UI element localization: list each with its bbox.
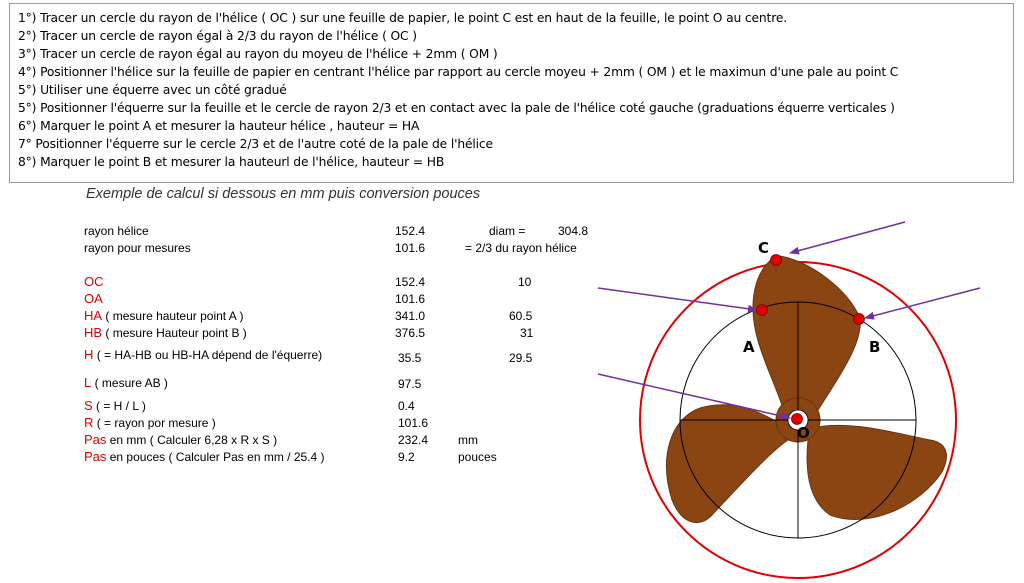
desc-pas-pouces: en pouces ( Calculer Pas en mm / 25.4 ) [106,450,325,464]
desc-s: ( = H / L ) [92,399,146,413]
value-l: 97.5 [398,377,422,391]
key-r: R [84,415,94,430]
label-diam: diam = [489,224,526,238]
instruction-7: 6°) Marquer le point A et mesurer la hauteur hélice , hauteur = HA [18,119,420,133]
key-h: H [84,347,94,362]
desc-l: ( mesure AB ) [91,376,168,390]
value-r: 101.6 [398,416,429,430]
key-oa: OA [84,291,103,306]
arrow-to-b [865,288,980,318]
value2-h: 29.5 [509,351,533,365]
label-b: B [869,338,881,356]
key-pas-pouces: Pas [84,449,107,464]
value-oa: 101.6 [395,292,426,306]
label-o: O [797,424,810,442]
label-c: C [758,239,770,257]
note-rayon-mesures: = 2/3 du rayon hélice [465,241,577,255]
key-ha: HA [84,308,103,323]
propeller [667,256,947,523]
value-pas-mm: 232.4 [398,433,429,447]
left-blade [667,405,788,523]
instruction-8: 7° Positionner l'équerre sur le cercle 2/3 et de l'autre coté de la pale de l'hélice [18,137,493,151]
value-oc: 152.4 [395,275,426,289]
arrow-to-a [598,288,757,310]
value-hb: 376.5 [395,326,426,340]
value-ha: 341.0 [395,309,426,323]
value2-hb: 31 [520,326,534,340]
value-h: 35.5 [398,351,422,365]
top-blade [753,256,860,410]
value-rayon-mesures: 101.6 [395,241,426,255]
key-oc: OC [84,274,104,289]
instruction-3: 3°) Tracer un cercle de rayon égal au rayon du moyeu de l'hélice + 2mm ( OM ) [18,47,498,61]
instruction-6: 5°) Positionner l'équerre sur la feuille et le cercle de rayon 2/3 et en contact avec la pale de l'hélice coté gauche (graduations équerre verticales ) [18,101,895,115]
desc-r: ( = rayon por mesure ) [93,416,216,430]
instruction-4: 4°) Positionner l'hélice sur la feuille de papier en centrant l'hélice par rapport au cercle moyeu + 2mm ( OM ) et le maximun d'une pale au point C [18,65,899,79]
key-l: L [84,375,92,390]
instruction-9: 8°) Marquer le point B et mesurer la hauteurl de l'hélice, hauteur = HB [18,155,445,169]
label-rayon-helice: rayon hélice [84,224,149,238]
key-hb: HB [84,325,103,340]
key-pas-mm: Pas [84,432,107,447]
unit-pas-mm: mm [458,433,478,447]
desc-pas-mm: en mm ( Calculer 6,28 x R x S ) [106,433,278,447]
key-s: S [84,398,93,413]
label-a: A [743,338,755,356]
value-pas-pouces: 9.2 [398,450,415,464]
unit-pas-pouces: pouces [458,450,497,464]
value-diam: 304.8 [558,224,589,238]
desc-h: ( = HA-HB ou HB-HA dépend de l'équerre) [93,348,323,362]
desc-hb: ( mesure Hauteur point B ) [102,326,247,340]
instruction-5: 5°) Utiliser une équerre avec un côté gradué [18,83,287,97]
arrow-to-c [790,222,905,253]
point-b [854,314,865,325]
value2-ha: 60.5 [509,309,533,323]
instruction-2: 2°) Tracer un cercle de rayon égal à 2/3 du rayon de l'hélice ( OC ) [18,29,417,43]
value2-oc: 10 [518,275,532,289]
value-s: 0.4 [398,399,415,413]
point-c [771,255,782,266]
right-blade [807,425,946,519]
instruction-1: 1°) Tracer un cercle du rayon de l'hélice ( OC ) sur une feuille de papier, le point C est en haut de la feuille, le point O au centre. [18,11,788,25]
point-a [757,305,768,316]
calc-subtitle: Exemple de calcul si dessous en mm puis conversion pouces [86,186,481,202]
label-rayon-mesures: rayon pour mesures [84,241,191,255]
point-o [792,414,803,425]
value-rayon-helice: 152.4 [395,224,426,238]
desc-ha: ( mesure hauteur point A ) [102,309,244,323]
